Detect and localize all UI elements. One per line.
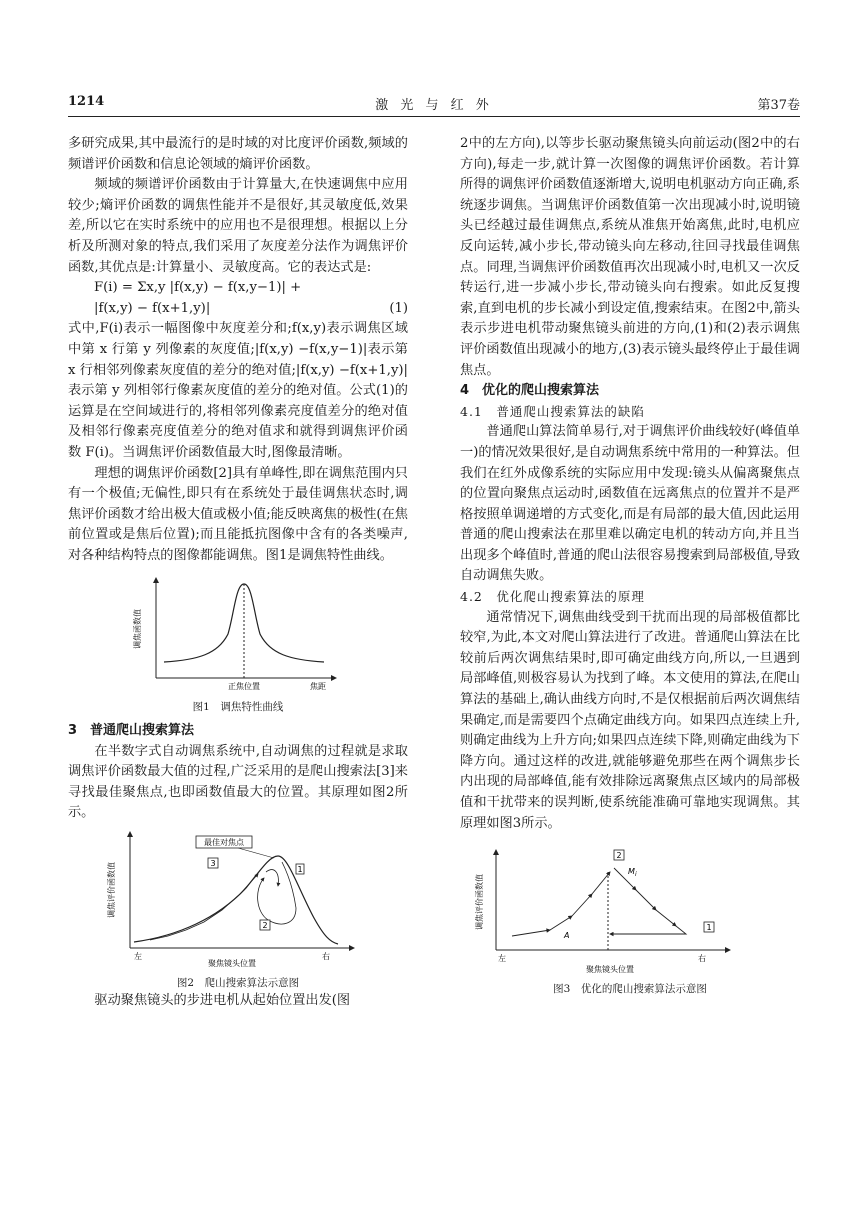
figure-1-caption: 图1 调焦特性曲线	[192, 701, 284, 714]
right-label: 右	[698, 954, 706, 964]
right-column	[460, 134, 800, 997]
section-4-title: 4 优化的爬山搜索算法	[460, 383, 600, 399]
marker-1-label: 1	[706, 923, 712, 933]
x-label-focus: 正焦位置	[228, 682, 260, 692]
paragraph: 频域的频谱评价函数由于计算量大,在快速调焦中应用较少;熵评价函数的调焦性能并不是很好,其灵敏度低,效果差,所以它在实时系统中的应用也不是很理想。根据以上分析及所测对象的特点,我们采用了灰度差分法作为调焦评价函数,其优点是:计算量小、灵敏度高。它的表达式是:	[68, 177, 408, 275]
focus-curve	[164, 584, 324, 662]
peak-label-subscript: i	[635, 871, 637, 879]
peak-label-m: M	[628, 867, 635, 877]
paragraph: 式中,F(i)表示一幅图像中灰度差分和;f(x,y)表示调焦区域中第 x 行第 y 列像素的灰度值;|f(x,y) −f(x,y−1)|表示第 x 行相邻列像素灰度值的差分的绝对值;|f(x,y) −f(x+1,y)|表示第 y 列相邻行像素灰度值的差分的绝对值。公式(1)的运算是在空间域进行的,将相邻列像素亮度值差分的绝对值及相邻行像素亮度值差分的绝对值求和就得到调焦评价函数 F(i)。当调焦评价函数值最大时,图像最清晰。	[68, 321, 408, 460]
paragraph: 驱动聚焦镜头的步进电机从起始位置出发(图	[94, 992, 351, 1008]
paragraph: 在半数字式自动调焦系统中,自动调焦的过程就是求取调焦评价函数最大值的过程,广泛采用的是爬山搜索法[3]来寻找最佳聚焦点,也即函数值最大的位置。其原理如图2所示。	[68, 743, 408, 821]
y-axis-label: 调焦评价函数值	[475, 874, 484, 931]
figure-3-caption: 图3 优化的爬山搜索算法示意图	[553, 982, 707, 995]
paragraph: 2中的左方向),以等步长驱动聚焦镜头向前运动(图2中的右方向),每走一步,就计算一次图像的调焦评价函数。若计算所得的调焦评价函数值逐渐增大,说明电机驱动方向正确,系统逐步调焦。当调焦评价函数值第一次出现减小时,说明镜头已经越过最佳调焦点,系统从准焦开始离焦,此时,电机应反向运转,减小步长,带动镜头向左移动,往回寻找最佳调焦点。同理,当调焦评价函数值再次出现减小时,电机又一次反转运行,进一步减小步长,带动镜头向右搜索。如此反复搜索,直到电机的步长减小到设定值,搜索结束。在图2中,箭头表示步进电机带动聚焦镜头前进的方向,(1)和(2)表示调焦评价函数值出现减小的地方,(3)表示镜头最终停止于最佳调焦点。	[460, 136, 800, 378]
forward-path	[150, 874, 258, 940]
rise-arrow	[550, 916, 572, 930]
paragraph: 通常情况下,调焦曲线受到干扰而出现的局部极值都比较窄,为此,本文对爬山算法进行了改进。普通爬山算法在比较前后两次调焦结果时,即可确定曲线方向,所以,一旦遇到局部峰值,则极容易认为找到了峰。本文使用的算法,在爬山算法的基础上,确认曲线方向时,不是仅根据前后两次调焦结果确定,而是需要四个点确定曲线方向。如果四点连续上升,则确定曲线为上升方向;如果四点连续下降,则确定曲线为下降方向。通过这样的改进,就能够避免那些在两个调焦步长内出现的局部峰值,能有效排除远离聚焦点区域内的局部极值和干扰带来的误判断,使系统能准确可靠地实现调焦。其原理如图3所示。	[460, 609, 800, 831]
x-label-end: 焦距	[310, 682, 326, 692]
equation-1	[68, 278, 408, 319]
figure-2	[68, 828, 408, 991]
marker-1-label: 1	[297, 865, 303, 875]
focus-curve-plot	[68, 574, 408, 692]
fall-arrow	[656, 910, 676, 926]
volume-label: 第37卷	[757, 98, 800, 113]
figure-1	[68, 574, 408, 715]
hill-curve	[134, 856, 338, 944]
reverse-path	[258, 862, 296, 924]
equation-line: F(i) = Σx,y |f(x,y) − f(x,y−1)| +	[94, 280, 302, 296]
optimized-hill-climb-plot	[460, 846, 800, 974]
left-label: 左	[498, 954, 506, 964]
best-focus-leader	[238, 848, 274, 858]
section-3-title: 3 普通爬山搜索算法	[68, 723, 195, 739]
page-header	[68, 94, 800, 116]
marker-3-label: 3	[210, 859, 216, 869]
left-label: 左	[134, 952, 142, 962]
figure-2-caption: 图2 爬山搜索算法示意图	[176, 976, 300, 989]
paragraph: 理想的调焦评价函数[2]具有单峰性,即在调焦范围内只有一个极值;无偏性,即只有在系统处于最佳调焦状态时,调焦评价函数才给出极大值或极小值;能反映离焦的极性(在焦前位置或是焦后位置);而且能抵抗图像中含有的各类噪声,对各种结构特点的图像都能调焦。图1是调焦特性曲线。	[68, 465, 408, 563]
journal-title: 激 光 与 红 外	[375, 98, 493, 113]
x-axis-label: 聚焦镜头位置	[586, 965, 634, 975]
rise-arrow	[592, 872, 610, 894]
x-axis-label: 聚焦镜头位置	[208, 959, 256, 969]
fall-arrow	[636, 890, 656, 910]
rise-arrow	[512, 930, 550, 936]
best-focus-label: 最佳对焦点	[204, 838, 244, 848]
page-number: 1214	[68, 94, 105, 109]
left-column	[68, 134, 408, 1011]
subsection-4-1-title: 4.1 普通爬山搜索算法的缺陷	[460, 403, 645, 419]
hill-climb-plot	[68, 828, 408, 968]
paragraph: 多研究成果,其中最流行的是时域的对比度评价函数,频域的频谱评价函数和信息论领域的熵评价函数。	[68, 136, 408, 172]
header-rule	[68, 116, 800, 117]
subsection-4-2-title: 4.2 优化爬山搜索算法的原理	[460, 589, 645, 605]
marker-2-label: 2	[262, 921, 268, 931]
rise-arrow	[572, 894, 592, 916]
fine-path	[266, 870, 278, 886]
equation-line: |f(x,y) − f(x+1,y)|	[94, 300, 211, 316]
paragraph: 普通爬山算法简单易行,对于调焦评价曲线较好(峰值单一)的情况效果很好,是自动调焦系统中常用的一种算法。但我们在红外成像系统的实际应用中发现:镜头从偏离聚焦点的位置向聚焦点运动时,函数值在远离焦点的位置并不是严格按照单调递增的方式变化,而是有局部的最大值,因此运用普通的爬山搜索法在那里难以确定电机的转动方向,并且当出现多个峰值时,普通的爬山法很容易搜索到局部极值,导致自动调焦失败。	[460, 424, 800, 584]
y-axis-label: 调焦评价函数值	[107, 862, 116, 919]
equation-number: (1)	[389, 300, 408, 316]
figure-3	[460, 846, 800, 997]
marker-2-label: 2	[616, 851, 622, 861]
point-a-label: A	[564, 931, 570, 941]
right-label: 右	[322, 952, 330, 962]
y-axis-label: 调焦函数值	[133, 609, 142, 650]
return-arrow	[610, 926, 686, 934]
